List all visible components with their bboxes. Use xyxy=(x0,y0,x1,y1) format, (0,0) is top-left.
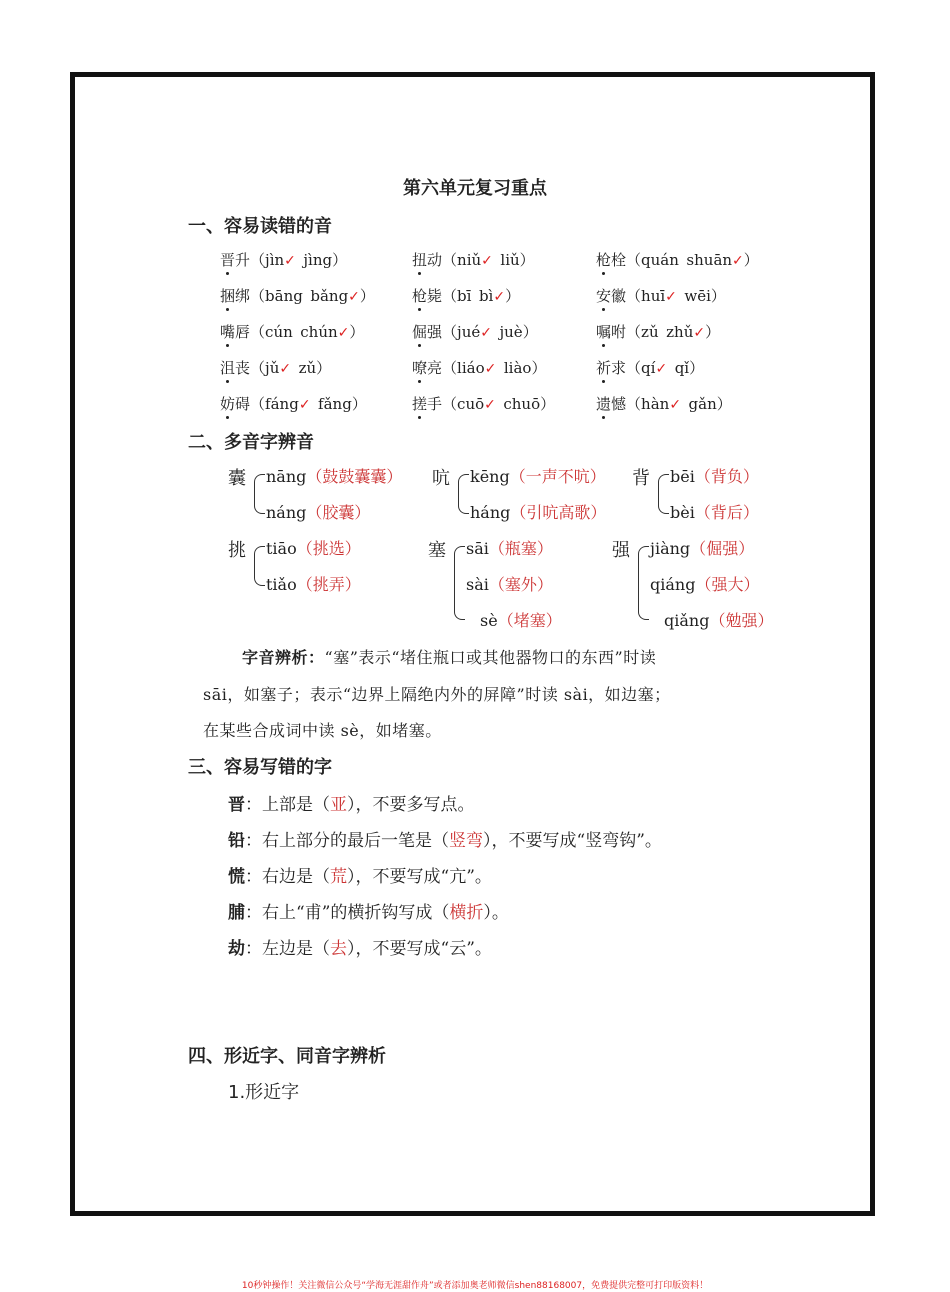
paren-open: （ xyxy=(488,575,505,594)
spacer xyxy=(681,395,689,413)
polyphone-reading xyxy=(650,572,760,595)
paren-open: （ xyxy=(306,503,323,522)
polyphone-example: 挑选 xyxy=(312,539,345,558)
emphasis-dot xyxy=(418,344,421,347)
emphasis-dot xyxy=(418,272,421,275)
pinyin-option-a: cuō xyxy=(457,395,485,413)
wrong-char: 劫 xyxy=(228,939,245,959)
polyphone-example: 倔强 xyxy=(706,539,739,558)
polyphone-reading xyxy=(470,464,606,487)
polyphone-char: 挑 xyxy=(228,540,246,561)
reading-item xyxy=(220,249,347,270)
reading-word xyxy=(220,287,250,305)
brace-line xyxy=(658,474,669,514)
reading-word xyxy=(596,323,626,341)
paren-close: ） xyxy=(316,359,332,377)
reading-word xyxy=(220,323,250,341)
emphasis-dot xyxy=(226,272,229,275)
reading-item xyxy=(220,285,375,306)
reading-item xyxy=(412,285,520,306)
reading-char: 徽 xyxy=(611,287,627,305)
reading-word xyxy=(220,395,250,413)
paren-open: （ xyxy=(497,611,514,630)
polyphone-pinyin: tiāo xyxy=(266,539,297,558)
check-icon: ✓ xyxy=(279,361,292,377)
wrong-char-item xyxy=(228,934,492,959)
wrong-char-post: ），不要多写点。 xyxy=(347,795,475,815)
wrong-char-item xyxy=(228,826,662,851)
polyphone-pinyin: sài xyxy=(466,575,489,594)
pinyin-option-b: chún xyxy=(300,323,338,341)
pinyin-option-a: bī xyxy=(457,287,472,305)
reading-item xyxy=(596,249,759,270)
subsection-heading: 1.形近字 xyxy=(228,1082,300,1103)
brace-line xyxy=(458,474,469,514)
polyphone-reading xyxy=(466,572,553,595)
polyphone-example: 塞外 xyxy=(504,575,537,594)
reading-char: 倔 xyxy=(412,321,427,342)
spacer xyxy=(659,323,667,341)
paren-close: ） xyxy=(743,251,759,269)
brace-icon xyxy=(254,546,265,590)
paren-open: （ xyxy=(709,611,726,630)
polyphone-pinyin: háng xyxy=(470,503,511,522)
emphasis-dot xyxy=(602,272,605,275)
reading-word xyxy=(412,395,442,413)
polyphone-example: 一声不吭 xyxy=(525,467,590,486)
wrong-char-pre: ：左边是（ xyxy=(245,939,330,959)
polyphone-example: 堵塞 xyxy=(513,611,546,630)
polyphone-reading xyxy=(480,608,562,631)
check-icon: ✓ xyxy=(693,325,706,341)
analysis-line-3: 在某些合成词中读 sè，如堵塞。 xyxy=(203,721,442,740)
paren-close: ） xyxy=(716,395,732,413)
pinyin-option-a: bāng xyxy=(265,287,303,305)
paren-open: （ xyxy=(694,467,711,486)
wrong-char: 晋 xyxy=(228,795,245,815)
page-title: 第六单元复习重点 xyxy=(403,178,547,199)
polyphone-reading xyxy=(466,536,553,559)
pinyin-option-b: fǎng xyxy=(318,395,352,413)
brace-icon xyxy=(454,546,465,624)
check-icon: ✓ xyxy=(493,289,506,305)
emphasis-dot xyxy=(418,380,421,383)
pinyin-option-b: jìng xyxy=(303,251,333,269)
reading-char: 嘴 xyxy=(220,321,235,342)
wrong-char-answer: 荒 xyxy=(330,867,347,887)
paren-open: （ xyxy=(690,539,707,558)
emphasis-dot xyxy=(226,380,229,383)
paren-open: （ xyxy=(306,467,323,486)
polyphone-example: 背负 xyxy=(710,467,743,486)
reading-word xyxy=(412,287,442,305)
wrong-char-answer: 亚 xyxy=(330,795,347,815)
reading-item xyxy=(220,357,331,378)
reading-char: 嘱 xyxy=(596,321,611,342)
paren-open: （ xyxy=(626,395,642,413)
section-heading-1: 一、容易读错的音 xyxy=(188,216,332,237)
reading-char: 动 xyxy=(427,251,443,269)
polyphone-pinyin: jiàng xyxy=(650,539,691,558)
wrong-char-post: ），不要写成“云”。 xyxy=(347,939,492,959)
section-heading-2: 二、多音字辨音 xyxy=(188,432,314,453)
emphasis-dot xyxy=(418,308,421,311)
pinyin-option-b: zhǔ xyxy=(666,323,694,341)
reading-item xyxy=(596,321,720,342)
brace-line xyxy=(638,546,649,620)
pinyin-option-a: quán xyxy=(641,251,679,269)
reading-char: 搓 xyxy=(412,393,427,414)
reading-word xyxy=(220,359,250,377)
paren-close: ） xyxy=(545,611,562,630)
wrong-char-post: ）。 xyxy=(483,903,509,923)
check-icon: ✓ xyxy=(348,289,360,305)
reading-char: 晋 xyxy=(220,249,235,270)
reading-word xyxy=(412,323,442,341)
check-icon: ✓ xyxy=(669,397,682,413)
pinyin-option-b: qǐ xyxy=(674,359,690,377)
emphasis-dot xyxy=(226,416,229,419)
paren-open: （ xyxy=(442,395,458,413)
wrong-char-post: ），不要写成“亢”。 xyxy=(347,867,492,887)
paren-open: （ xyxy=(626,359,642,377)
pinyin-option-b: liào xyxy=(503,359,532,377)
check-icon: ✓ xyxy=(655,361,668,377)
section-heading-4: 四、形近字、同音字辨析 xyxy=(188,1046,386,1067)
emphasis-dot xyxy=(602,308,605,311)
reading-word xyxy=(596,287,626,305)
pinyin-option-b: liǔ xyxy=(500,251,520,269)
polyphone-pinyin: kēng xyxy=(470,467,510,486)
paren-open: （ xyxy=(250,251,266,269)
paren-close: ） xyxy=(536,575,553,594)
reading-char: 枪 xyxy=(596,249,611,270)
polyphone-pinyin: tiǎo xyxy=(266,575,297,594)
polyphone-example: 背后 xyxy=(710,503,743,522)
pinyin-option-a: qí xyxy=(641,359,656,377)
reading-char: 咐 xyxy=(611,323,627,341)
pinyin-option-a: niǔ xyxy=(457,251,482,269)
pinyin-option-b: shuān xyxy=(686,251,733,269)
reading-word xyxy=(412,359,442,377)
polyphone-example: 引吭高歌 xyxy=(526,503,591,522)
brace-line xyxy=(254,474,265,514)
polyphone-reading xyxy=(470,500,606,523)
brace-icon xyxy=(638,546,649,624)
paren-open: （ xyxy=(442,251,458,269)
pinyin-option-a: jìn xyxy=(265,251,285,269)
wrong-char-pre: ：上部是（ xyxy=(245,795,330,815)
reading-char: 沮 xyxy=(220,357,235,378)
paren-open: （ xyxy=(488,539,505,558)
polyphone-pinyin: qiǎng xyxy=(664,611,710,630)
paren-open: （ xyxy=(250,323,266,341)
wrong-char-answer: 横折 xyxy=(449,903,484,923)
paren-open: （ xyxy=(296,539,313,558)
wrong-char-answer: 竖弯 xyxy=(449,831,483,851)
paren-open: （ xyxy=(250,359,266,377)
polyphone-pinyin: sè xyxy=(480,611,498,630)
reading-char: 遗 xyxy=(596,393,611,414)
paren-close: ） xyxy=(590,503,607,522)
paren-open: （ xyxy=(442,323,458,341)
reading-item xyxy=(412,357,546,378)
pinyin-option-b: gǎn xyxy=(688,395,717,413)
wrong-char-item xyxy=(228,862,492,887)
pinyin-option-a: fáng xyxy=(265,395,299,413)
reading-char: 捆 xyxy=(220,285,235,306)
reading-char: 绑 xyxy=(235,287,251,305)
pinyin-option-a: zǔ xyxy=(641,323,659,341)
wrong-char: 脯 xyxy=(228,903,245,923)
paren-close: ） xyxy=(522,323,538,341)
reading-char: 憾 xyxy=(611,395,627,413)
paren-open: （ xyxy=(250,287,266,305)
paren-open: （ xyxy=(626,251,642,269)
polyphone-pinyin: sāi xyxy=(466,539,489,558)
spacer xyxy=(667,359,675,377)
paren-close: ） xyxy=(742,467,759,486)
polyphone-char: 塞 xyxy=(428,540,446,561)
paren-close: ） xyxy=(757,611,774,630)
paren-close: ） xyxy=(351,395,367,413)
check-icon: ✓ xyxy=(284,253,296,269)
polyphone-pinyin: bēi xyxy=(670,467,695,486)
pinyin-option-a: hàn xyxy=(641,395,670,413)
spacer xyxy=(291,359,299,377)
paren-open: （ xyxy=(442,359,458,377)
pinyin-option-b: bì xyxy=(478,287,494,305)
reading-item xyxy=(220,321,364,342)
reading-char: 栓 xyxy=(611,251,627,269)
wrong-char-item xyxy=(228,790,475,815)
reading-word xyxy=(596,395,626,413)
brace-icon xyxy=(458,474,469,518)
wrong-char-item xyxy=(228,898,509,923)
analysis-line-2: sāi，如塞子；表示“边界上隔绝内外的屏障”时读 sài，如边塞； xyxy=(203,685,671,704)
paren-open: （ xyxy=(626,323,642,341)
brace-line xyxy=(254,546,265,586)
pinyin-option-a: cún xyxy=(265,323,293,341)
emphasis-dot xyxy=(602,344,605,347)
paren-open: （ xyxy=(510,503,527,522)
pinyin-option-a: jué xyxy=(457,323,481,341)
check-icon: ✓ xyxy=(732,253,744,269)
paren-close: ） xyxy=(386,467,403,486)
reading-item xyxy=(596,393,732,414)
reading-char: 妨 xyxy=(220,393,235,414)
reading-item xyxy=(412,249,535,270)
polyphone-pinyin: qiáng xyxy=(650,575,696,594)
reading-char: 求 xyxy=(611,359,627,377)
paren-open: （ xyxy=(250,395,266,413)
polyphone-example: 瓶塞 xyxy=(504,539,537,558)
reading-char: 碍 xyxy=(235,395,251,413)
paren-close: ） xyxy=(531,359,547,377)
polyphone-char: 囊 xyxy=(228,468,246,489)
pinyin-option-b: zǔ xyxy=(298,359,317,377)
paren-open: （ xyxy=(296,575,313,594)
brace-icon xyxy=(254,474,265,518)
paren-open: （ xyxy=(442,287,458,305)
check-icon: ✓ xyxy=(665,289,677,305)
reading-word xyxy=(596,251,626,269)
pinyin-option-a: liáo xyxy=(457,359,485,377)
reading-char: 强 xyxy=(427,323,443,341)
reading-char: 嘹 xyxy=(412,357,427,378)
reading-word xyxy=(220,251,250,269)
check-icon: ✓ xyxy=(481,253,493,269)
paren-close: ） xyxy=(705,323,721,341)
reading-item xyxy=(412,393,555,414)
pinyin-option-b: juè xyxy=(499,323,523,341)
analysis-label: 字音辨析： xyxy=(242,648,325,667)
emphasis-dot xyxy=(602,380,605,383)
polyphone-pinyin: nāng xyxy=(266,467,307,486)
reading-char: 升 xyxy=(235,251,251,269)
pinyin-option-a: huī xyxy=(641,287,666,305)
paren-close: ） xyxy=(505,287,521,305)
reading-char: 手 xyxy=(427,395,443,413)
brace-line xyxy=(454,546,465,620)
paren-close: ） xyxy=(689,359,705,377)
check-icon: ✓ xyxy=(484,397,496,413)
polyphone-char: 背 xyxy=(632,468,650,489)
paren-close: ） xyxy=(742,503,759,522)
polyphone-reading xyxy=(266,500,370,523)
paren-close: ） xyxy=(359,287,375,305)
paren-close: ） xyxy=(332,251,348,269)
paren-close: ） xyxy=(540,395,556,413)
polyphone-reading xyxy=(266,464,402,487)
polyphone-example: 勉强 xyxy=(725,611,758,630)
reading-item xyxy=(596,285,726,306)
polyphone-reading xyxy=(664,608,774,631)
reading-char: 唇 xyxy=(235,323,251,341)
paren-close: ） xyxy=(710,287,726,305)
reading-item xyxy=(220,393,367,414)
pinyin-option-b: bǎng xyxy=(310,287,349,305)
check-icon: ✓ xyxy=(337,325,350,341)
wrong-char-post: ），不要写成“竖弯钩”。 xyxy=(483,831,662,851)
paren-close: ） xyxy=(349,323,365,341)
wrong-char-pre: ：右上“甫”的横折钩写成（ xyxy=(245,903,450,923)
reading-char: 亮 xyxy=(427,359,443,377)
paren-close: ） xyxy=(519,251,535,269)
spacer xyxy=(471,287,479,305)
spacer xyxy=(496,359,504,377)
emphasis-dot xyxy=(602,416,605,419)
polyphone-example: 强大 xyxy=(711,575,744,594)
polyphone-reading xyxy=(650,536,754,559)
paren-close: ） xyxy=(738,539,755,558)
wrong-char-pre: ：右边是（ xyxy=(245,867,330,887)
check-icon: ✓ xyxy=(484,361,497,377)
paren-close: ） xyxy=(743,575,760,594)
paren-close: ） xyxy=(536,539,553,558)
reading-char: 安 xyxy=(596,285,611,306)
wrong-char-pre: ：右上部分的最后一笔是（ xyxy=(245,831,449,851)
reading-item xyxy=(412,321,538,342)
check-icon: ✓ xyxy=(480,325,492,341)
paren-open: （ xyxy=(509,467,526,486)
reading-char: 毙 xyxy=(427,287,443,305)
polyphone-reading xyxy=(266,572,361,595)
paren-open: （ xyxy=(626,287,642,305)
paren-close: ） xyxy=(344,539,361,558)
paren-close: ） xyxy=(344,575,361,594)
emphasis-dot xyxy=(226,344,229,347)
emphasis-dot xyxy=(226,308,229,311)
spacer xyxy=(311,395,319,413)
polyphone-pinyin: náng xyxy=(266,503,307,522)
section-heading-3: 三、容易写错的字 xyxy=(188,757,332,778)
reading-word xyxy=(596,359,626,377)
analysis-line-1: 字音辨析：“塞”表示“堵住瓶口或其他器物口的东西”时读 xyxy=(242,648,657,667)
polyphone-example: 鼓鼓囊囊 xyxy=(322,467,387,486)
reading-char: 扭 xyxy=(412,249,427,270)
paren-close: ） xyxy=(589,467,606,486)
wrong-char-answer: 去 xyxy=(330,939,347,959)
polyphone-pinyin: bèi xyxy=(670,503,695,522)
paren-open: （ xyxy=(694,503,711,522)
emphasis-dot xyxy=(418,416,421,419)
polyphone-example: 胶囊 xyxy=(322,503,355,522)
wrong-char: 慌 xyxy=(228,867,245,887)
pinyin-option-b: wēi xyxy=(684,287,711,305)
polyphone-reading xyxy=(670,500,759,523)
pinyin-option-b: chuō xyxy=(503,395,541,413)
reading-word xyxy=(412,251,442,269)
reading-char: 枪 xyxy=(412,285,427,306)
polyphone-char: 吭 xyxy=(432,468,450,489)
polyphone-reading xyxy=(266,536,361,559)
reading-char: 祈 xyxy=(596,357,611,378)
polyphone-reading xyxy=(670,464,759,487)
polyphone-char: 强 xyxy=(612,540,630,561)
reading-char: 丧 xyxy=(235,359,251,377)
brace-icon xyxy=(658,474,669,518)
check-icon: ✓ xyxy=(298,397,311,413)
paren-close: ） xyxy=(354,503,371,522)
reading-item xyxy=(596,357,704,378)
wrong-char: 铅 xyxy=(228,831,245,851)
paren-open: （ xyxy=(695,575,712,594)
polyphone-example: 挑弄 xyxy=(312,575,345,594)
footer-note: 10秒钟操作！关注微信公众号“学海无涯甜作舟”或者添加奥老师微信shen88168007，免费提供完整可打印版资料！ xyxy=(241,1281,709,1291)
pinyin-option-a: jǔ xyxy=(265,359,280,377)
